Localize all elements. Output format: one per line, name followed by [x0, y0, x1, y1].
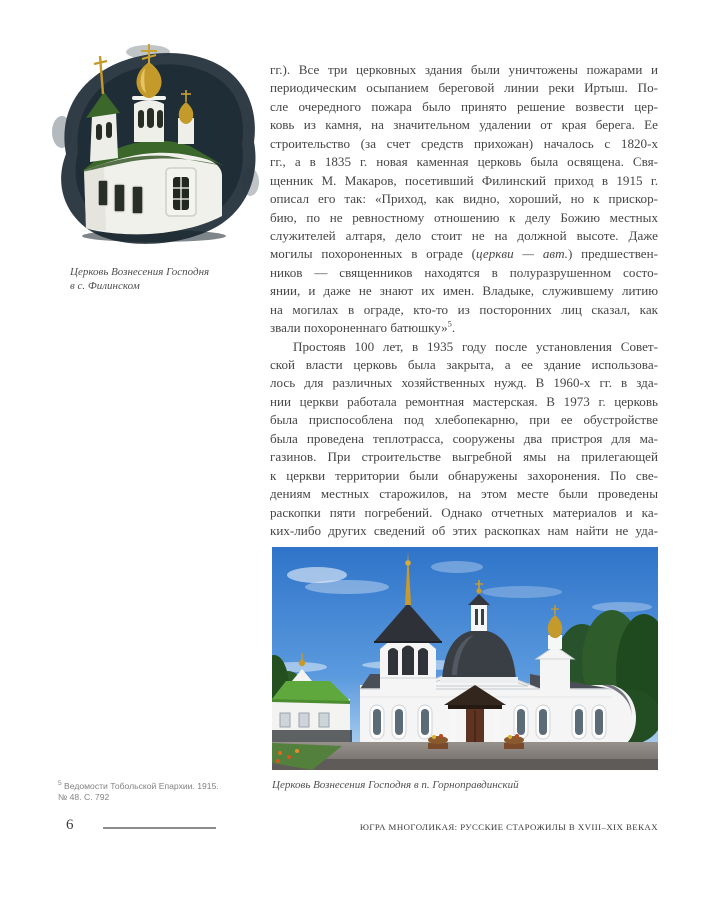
text-line: служителей алтаря, дело стоит не на должной высоте. Даже — [270, 227, 658, 243]
text-line: дениям местных старожилов, на этом месте были проведены — [270, 486, 658, 502]
text-line: периодическим осыпанием береговой линии реки Иртыш. По- — [270, 80, 658, 96]
text-line: раскопки пяти погребений. Однако отчетных материалов и ка- — [270, 504, 658, 520]
footer-title: ЮГРА МНОГОЛИКАЯ: РУССКИЕ СТАРОЖИЛЫ В XVIII–XIX ВЕКАХ — [359, 822, 658, 832]
footnote-marker: 5 — [58, 780, 62, 788]
footnote-line2: № 48. С. 792 — [58, 791, 110, 802]
text-line: к церкви территории были обнаружены захоронения. По све- — [270, 467, 658, 483]
text-line: описал его так: «Приход, как видно, хороший, но к прискор- — [270, 191, 658, 207]
page-number: 6 — [66, 817, 74, 833]
text-line: могилы похороненных в ограде (церкви — авт.) предшествен- — [270, 246, 658, 262]
church-photo — [272, 547, 658, 770]
text-line: гг., а в 1835 г. новая каменная церковь была освящена. Свя- — [270, 154, 658, 170]
text-line: звали похороненнаго батюшку»$^5$. — [270, 319, 456, 336]
text-line: бию, по не ревностному отношению к делу Божию местных — [270, 209, 658, 225]
text-line: сле очередного пожара было принято решение возвести цер- — [270, 98, 658, 114]
text-line: янии, и даже не знают их имен. Владыке, служившему литию — [270, 283, 658, 299]
footnote-line1: $^5$ Ведомости Тобольской Епархии. 1915. — [58, 780, 219, 791]
footer-rule — [103, 827, 216, 829]
text-line: ких-либо других сведений об этих раскопках нам найти не уда- — [270, 522, 658, 538]
text-line: нии церкви работала ремонтная мастерская. В 1973 г. церковь — [270, 393, 658, 409]
text-line: лось для различных хозяйственных нужд. В 1960-х гг. в зда- — [270, 375, 658, 391]
illustration-caption-line1: Церковь Вознесения Господня — [70, 266, 210, 278]
text-line: была проведена теплотрасса, сооружены два пристроя для ма- — [270, 430, 658, 446]
text-line: была приспособлена под хлебопекарню, при ее обустройстве — [270, 412, 658, 428]
church-watercolor-illustration — [28, 12, 266, 260]
text-line: гг.). Все три церковных здания были уничтожены пожарами и — [270, 62, 658, 77]
text-line: строительство (за счет средств прихожан) началось с 1820-х — [270, 135, 658, 151]
text-line: на могилах в ограде, кто-то из посторонних лиц сказал, как — [270, 301, 658, 317]
illustration-caption-line2: в с. Филинском — [70, 279, 140, 292]
watercolor-svg — [28, 12, 266, 260]
text-line: щенник М. Макаров, посетивший Филинский приход в 1915 г. — [270, 172, 658, 188]
footnote — [58, 781, 268, 802]
text-line: Простояв 100 лет, в 1935 году после установления Совет- — [293, 338, 658, 354]
photo-svg — [272, 547, 658, 770]
photo-caption: Церковь Вознесения Господня в п. Горноправдинский — [272, 779, 519, 791]
text-line: ников — священников находятся в полуразрушенном состо- — [270, 264, 658, 280]
text-line: ской власти церковь была закрыта, а ее здание использова- — [270, 357, 658, 372]
text-line: газинов. При строительстве выгребной ямы на прилегающей — [270, 449, 658, 465]
text-line: ковь из камня, на значительном удалении от края берега. Ее — [270, 117, 658, 133]
article-text — [270, 61, 658, 540]
illustration-caption — [70, 266, 260, 293]
